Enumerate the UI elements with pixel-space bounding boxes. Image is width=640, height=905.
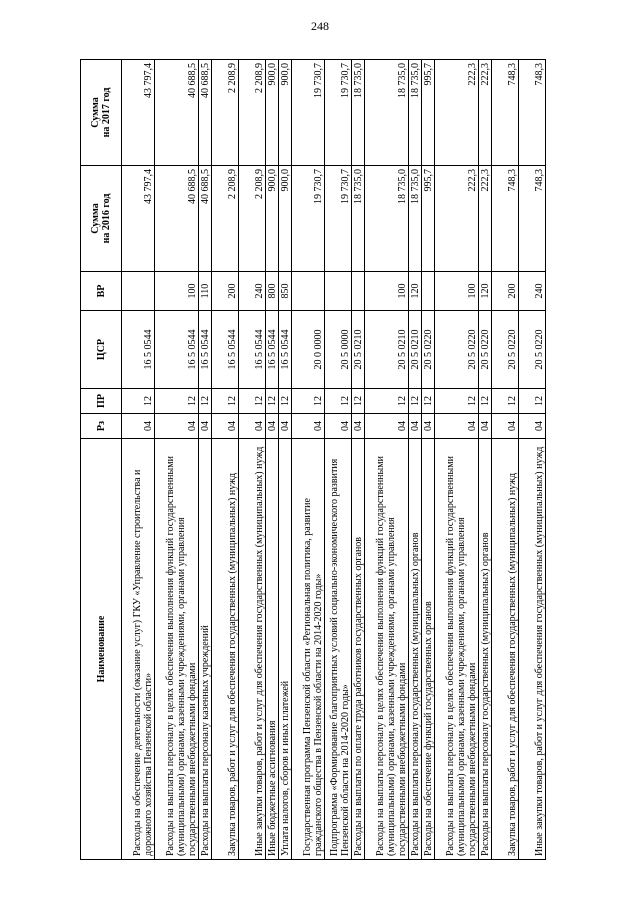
row-vr: 240 (519, 272, 546, 311)
row-name: Подпрограмма «Формирование благоприятных условий социально-экономического развития Пензенской области на 2014-2020 годы» (325, 439, 352, 860)
row-csr: 20 5 0220 (492, 311, 519, 389)
row-pr: 12 (122, 389, 155, 414)
page-number: 248 (311, 19, 329, 33)
row-name: Закупка товаров, работ и услуг для обеспечения государственных (муниципальных) нужд (212, 439, 239, 860)
row-name: Иные закупки товаров, работ и услуг для обеспечения государственных (муниципальных) нужд (239, 439, 266, 860)
row-sum-2016: 19 730,7 (325, 166, 352, 272)
row-vr: 200 (492, 272, 519, 311)
row-vr (325, 272, 352, 311)
table-row (199, 60, 212, 860)
table-header-row (81, 60, 122, 860)
row-rz: 04 (365, 414, 409, 439)
row-rz: 04 (422, 414, 435, 439)
row-pr: 12 (435, 389, 479, 414)
row-csr: 20 5 0210 (352, 311, 365, 389)
row-name: Государственная программа Пензенской области «Региональная политика, развитие гражданского общества в Пензенской области на 2014-2020 годы» (292, 439, 325, 860)
row-rz: 04 (155, 414, 199, 439)
row-rz: 04 (266, 414, 279, 439)
row-vr: 100 (365, 272, 409, 311)
row-csr: 20 5 0210 (409, 311, 422, 389)
row-sum-2017: 2 208,9 (239, 60, 266, 166)
header-sum-2016 (81, 166, 122, 272)
row-csr: 16 5 0544 (239, 311, 266, 389)
row-sum-2016: 222,3 (435, 166, 479, 272)
row-sum-2017: 222,3 (479, 60, 492, 166)
row-sum-2016: 40 688,5 (155, 166, 199, 272)
row-sum-2017: 748,3 (519, 60, 546, 166)
table-row (422, 60, 435, 860)
row-pr: 12 (422, 389, 435, 414)
row-pr: 12 (155, 389, 199, 414)
row-sum-2016: 748,3 (519, 166, 546, 272)
table-row (435, 60, 479, 860)
row-csr: 16 5 0544 (266, 311, 279, 389)
row-sum-2017: 18 735,0 (365, 60, 409, 166)
row-sum-2016: 222,3 (479, 166, 492, 272)
header-name: Наименование (81, 439, 122, 860)
row-sum-2017: 222,3 (435, 60, 479, 166)
header-sum-2016-line1: Сумма (90, 203, 101, 234)
row-csr: 20 5 0220 (435, 311, 479, 389)
row-sum-2017: 900,0 (266, 60, 279, 166)
row-vr: 120 (409, 272, 422, 311)
row-csr: 20 5 0220 (422, 311, 435, 389)
row-vr: 850 (279, 272, 292, 311)
header-rz: Рз (81, 414, 122, 439)
row-sum-2017: 900,0 (279, 60, 292, 166)
table-row (352, 60, 365, 860)
row-sum-2017: 40 688,5 (199, 60, 212, 166)
row-rz: 04 (352, 414, 365, 439)
row-csr: 16 5 0544 (199, 311, 212, 389)
row-pr: 12 (479, 389, 492, 414)
row-sum-2017: 19 730,7 (325, 60, 352, 166)
row-sum-2017: 995,7 (422, 60, 435, 166)
row-name: Расходы на обеспечение деятельности (оказание услуг) ГКУ «Управление строительства и дорожного хозяйства Пензенской области» (122, 439, 155, 860)
row-name: Иные закупки товаров, работ и услуг для обеспечения государственных (муниципальных) нужд (519, 439, 546, 860)
row-sum-2016: 19 730,7 (292, 166, 325, 272)
row-csr: 20 0 0000 (292, 311, 325, 389)
row-name: Иные бюджетные ассигнования (266, 439, 279, 860)
table-row (212, 60, 239, 860)
row-sum-2017: 18 735,0 (352, 60, 365, 166)
row-csr: 20 5 0220 (479, 311, 492, 389)
row-pr: 12 (325, 389, 352, 414)
table-row (155, 60, 199, 860)
row-rz: 04 (199, 414, 212, 439)
header-sum-2017 (81, 60, 122, 166)
row-pr: 12 (492, 389, 519, 414)
row-vr: 120 (479, 272, 492, 311)
table-row (519, 60, 546, 860)
table-row (266, 60, 279, 860)
row-rz: 04 (325, 414, 352, 439)
row-name: Расходы на выплаты персоналу казенных учреждений (199, 439, 212, 860)
row-sum-2016: 900,0 (266, 166, 279, 272)
row-pr: 12 (519, 389, 546, 414)
table-row (325, 60, 352, 860)
table-row (492, 60, 519, 860)
row-pr: 12 (239, 389, 266, 414)
row-sum-2016: 2 208,9 (239, 166, 266, 272)
row-name: Расходы на обеспечение функций государственных органов (422, 439, 435, 860)
row-pr: 12 (212, 389, 239, 414)
row-name: Расходы на выплаты по оплате труда работников государственных органов (352, 439, 365, 860)
row-vr (422, 272, 435, 311)
row-sum-2017: 19 730,7 (292, 60, 325, 166)
row-rz: 04 (239, 414, 266, 439)
row-vr (352, 272, 365, 311)
row-name: Расходы на выплаты персоналу в целях обеспечения выполнения функций государственными (муниципальными) органами, казенными учреждениями, органами управления государственными внебюджетными фондами (155, 439, 199, 860)
row-csr: 20 5 0220 (519, 311, 546, 389)
row-sum-2016: 18 735,0 (409, 166, 422, 272)
budget-table (80, 59, 546, 860)
header-vr: ВР (81, 272, 122, 311)
row-rz: 04 (279, 414, 292, 439)
row-rz: 04 (122, 414, 155, 439)
table-row (279, 60, 292, 860)
row-rz: 04 (479, 414, 492, 439)
header-pr: ПР (81, 389, 122, 414)
row-sum-2016: 40 688,5 (199, 166, 212, 272)
table-row (122, 60, 155, 860)
row-vr: 240 (239, 272, 266, 311)
row-vr (292, 272, 325, 311)
row-sum-2017: 2 208,9 (212, 60, 239, 166)
row-vr (122, 272, 155, 311)
row-pr: 12 (199, 389, 212, 414)
row-sum-2016: 18 735,0 (352, 166, 365, 272)
row-sum-2017: 18 735,0 (409, 60, 422, 166)
row-csr: 16 5 0544 (212, 311, 239, 389)
row-vr: 200 (212, 272, 239, 311)
row-name: Закупка товаров, работ и услуг для обеспечения государственных (муниципальных) нужд (492, 439, 519, 860)
row-csr: 20 5 0000 (325, 311, 352, 389)
table-body (122, 60, 546, 860)
row-pr: 12 (365, 389, 409, 414)
row-csr: 16 5 0544 (155, 311, 199, 389)
row-rz: 04 (519, 414, 546, 439)
table-row (365, 60, 409, 860)
header-sum-2017-line2: на 2017 год (101, 87, 112, 138)
table-row (409, 60, 422, 860)
row-vr: 800 (266, 272, 279, 311)
row-rz: 04 (292, 414, 325, 439)
header-sum-2017-line1: Сумма (90, 97, 101, 128)
row-rz: 04 (435, 414, 479, 439)
row-sum-2016: 900,0 (279, 166, 292, 272)
row-pr: 12 (279, 389, 292, 414)
row-sum-2016: 2 208,9 (212, 166, 239, 272)
row-sum-2017: 748,3 (492, 60, 519, 166)
row-pr: 12 (292, 389, 325, 414)
row-rz: 04 (492, 414, 519, 439)
row-csr: 16 5 0544 (122, 311, 155, 389)
row-name: Расходы на выплаты персоналу в целях обеспечения выполнения функций государственными (муниципальными) органами, казенными учреждениями, органами управления государственными внебюджетными фондами (365, 439, 409, 860)
row-vr: 110 (199, 272, 212, 311)
row-sum-2017: 43 797,4 (122, 60, 155, 166)
row-sum-2016: 748,3 (492, 166, 519, 272)
row-sum-2017: 40 688,5 (155, 60, 199, 166)
row-sum-2016: 18 735,0 (365, 166, 409, 272)
row-csr: 20 5 0210 (365, 311, 409, 389)
row-name: Расходы на выплаты персоналу государственных (муниципальных) органов (479, 439, 492, 860)
rotated-page-content (80, 60, 560, 860)
row-rz: 04 (409, 414, 422, 439)
table-row (239, 60, 266, 860)
table-row (292, 60, 325, 860)
row-name: Расходы на выплаты персоналу в целях обеспечения выполнения функций государственными (муниципальными) органами, казенными учреждениями, органами управления государственными внебюджетными фондами (435, 439, 479, 860)
row-pr: 12 (266, 389, 279, 414)
row-sum-2016: 995,7 (422, 166, 435, 272)
row-rz: 04 (212, 414, 239, 439)
row-csr: 16 5 0544 (279, 311, 292, 389)
table-row (479, 60, 492, 860)
row-sum-2016: 43 797,4 (122, 166, 155, 272)
row-vr: 100 (435, 272, 479, 311)
row-name: Уплата налогов, сборов и иных платежей (279, 439, 292, 860)
header-sum-2016-line2: на 2016 год (101, 193, 112, 244)
row-vr: 100 (155, 272, 199, 311)
row-pr: 12 (352, 389, 365, 414)
header-csr: ЦСР (81, 311, 122, 389)
row-pr: 12 (409, 389, 422, 414)
row-name: Расходы на выплаты персоналу государственных (муниципальных) органов (409, 439, 422, 860)
